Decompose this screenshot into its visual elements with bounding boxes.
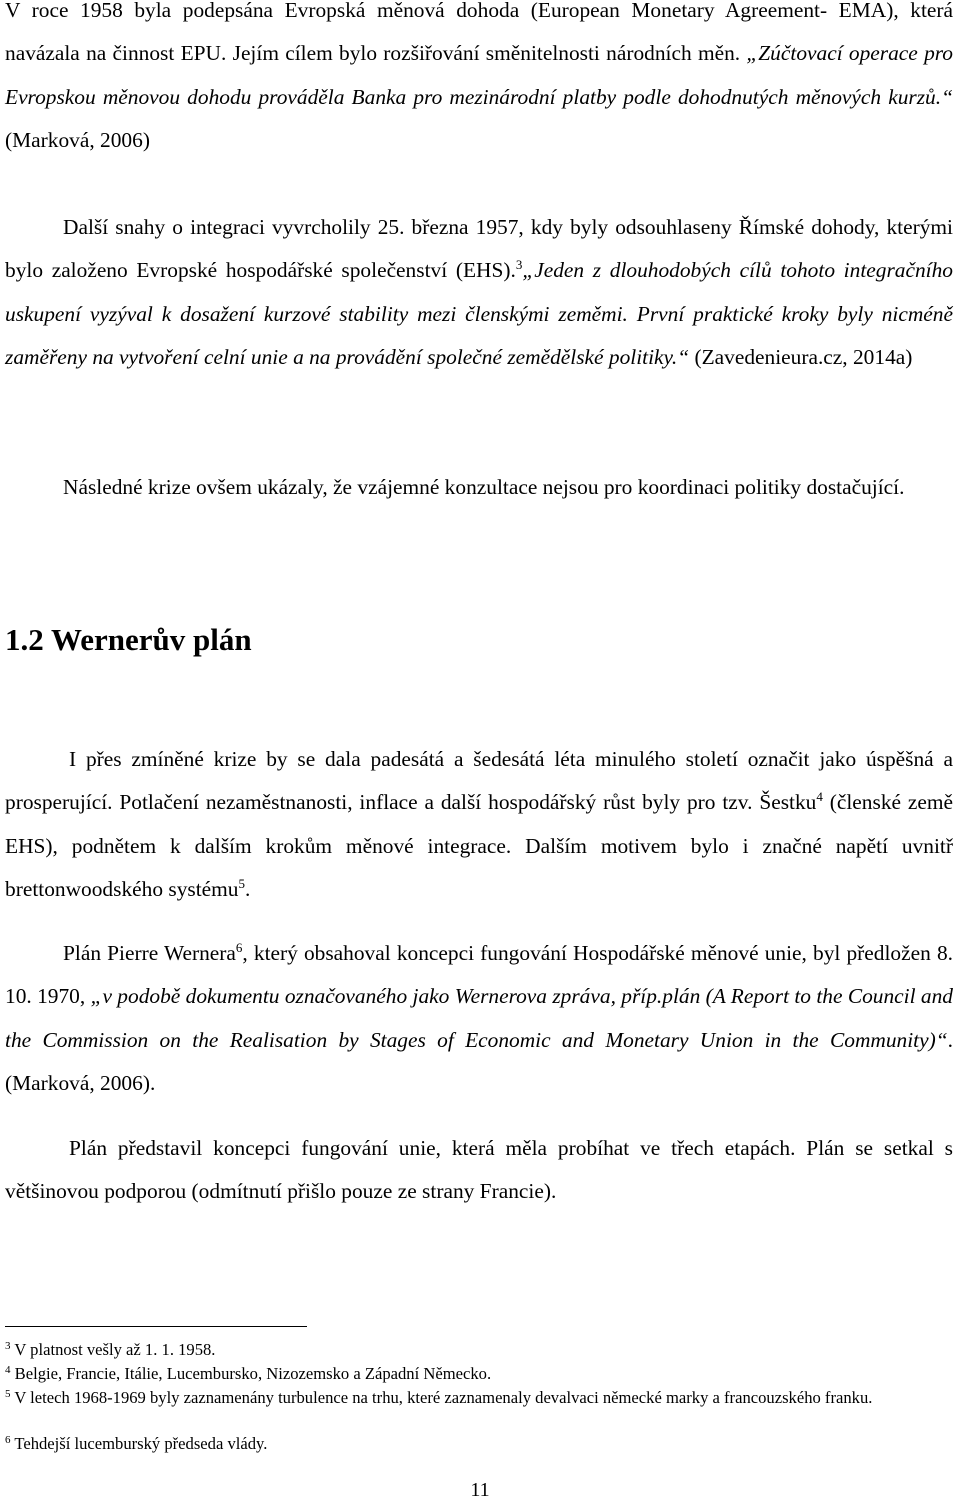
paragraph-text: Následné krize ovšem ukázaly, že vzájemné konzultace nejsou pro koordinaci politiky dostačující. [63, 475, 905, 499]
footnote-6 [5, 1433, 953, 1455]
paragraph-etapy [5, 1127, 953, 1214]
footnote-ref: 6 [235, 940, 243, 955]
footnote-text: Belgie, Francie, Itálie, Lucembursko, Nizozemsko a Západní Německo. [10, 1364, 492, 1383]
paragraph-text: I přes zmíněné krize by se dala padesátá a šedesátá léta minulého století označit jako úspěšná a prosperující. Potlačení nezaměstnanosti, inflace a další hospodářský růst byly pro tzv. Šestku [5, 747, 953, 815]
page-number: 11 [470, 1479, 490, 1501]
quote-text: „Jeden z dlouhodobých cílů tohoto integračního uskupení vyzýval k dosažení kurzové stability mezi členskými zeměmi. První praktické kroky byly nicméně zaměřeny na vytvoření celní unie a na provádění společné zemědělské politiky.“ [5, 258, 953, 370]
footnote-number: 4 [5, 1364, 11, 1376]
footnote-number: 5 [5, 1388, 11, 1400]
footnote-4 [5, 1363, 953, 1385]
quote-text: „Zúčtovací operace pro Evropskou měnovou dohodu prováděla Banka pro mezinárodní platby podle dohodnutých měnových kurzů.“ [5, 41, 953, 109]
section-heading: 1.2 Wernerův plán [5, 622, 252, 657]
footnote-ref: 3 [515, 257, 523, 273]
paragraph-krize [5, 466, 953, 509]
paragraph-text: (členské země EHS), podnětem k dalším krokům měnové integrace. Dalším motivem bylo i značné napětí uvnitř brettonwoodského systému [5, 790, 953, 902]
footnote-separator [5, 1326, 307, 1327]
paragraph-text: . [245, 877, 251, 902]
footnote-number: 3 [5, 1340, 11, 1352]
footnote-5 [5, 1387, 953, 1409]
paragraph-text: Další snahy o integraci vyvrcholily 25. března 1957, kdy byly odsouhlaseny Římské dohody, kterými bylo založeno Evropské hospodářské společenství (EHS). [5, 215, 953, 283]
footnote-number: 6 [5, 1434, 11, 1446]
paragraph-werner [5, 932, 953, 1106]
citation: (Zavedenieura.cz, 2014a) [689, 345, 913, 370]
paragraph-text: Plán Pierre Wernera [63, 941, 236, 965]
footnote-text: V platnost vešly až 1. 1. 1958. [10, 1340, 216, 1359]
citation: . (Marková, 2006). [5, 1027, 953, 1096]
footnote-ref: 5 [238, 876, 245, 892]
footnote-ref: 4 [816, 789, 823, 805]
paragraph-text: , který obsahoval koncepci fungování Hospodářské měnové unie, byl předložen 8. 10. 1970, [5, 941, 953, 1009]
paragraph-text: V roce 1958 byla podepsána Evropská měnová dohoda (European Monetary Agreement- EMA), která navázala na činnost EPU. Jejím cílem bylo rozšiřování směnitelnosti národních měn. [5, 0, 953, 66]
citation: (Marková, 2006) [5, 128, 150, 153]
footnote-text: Tehdejší lucemburský předseda vlády. [10, 1434, 268, 1453]
footnote-text: V letech 1968-1969 byly zaznamenány turbulence na trhu, které zaznamenaly devalvaci německé marky a francouzského franku. [10, 1388, 873, 1407]
paragraph-sestka [5, 738, 953, 912]
footnote-3 [5, 1339, 953, 1361]
paragraph-text: Plán představil koncepci fungování unie, která měla probíhat ve třech etapách. Plán se setkal s většinovou podporou (odmítnutí přišlo pouze ze strany Francie). [5, 1136, 953, 1204]
quote-text: „v podobě dokumentu označovaného jako Wernerova zpráva, příp.plán (A Report to the Council and the Commission on the Realisation by Stages of Economic and Monetary Union in the Community)“ [5, 984, 953, 1052]
paragraph-ehs [5, 206, 953, 380]
paragraph-ema [5, 0, 953, 163]
